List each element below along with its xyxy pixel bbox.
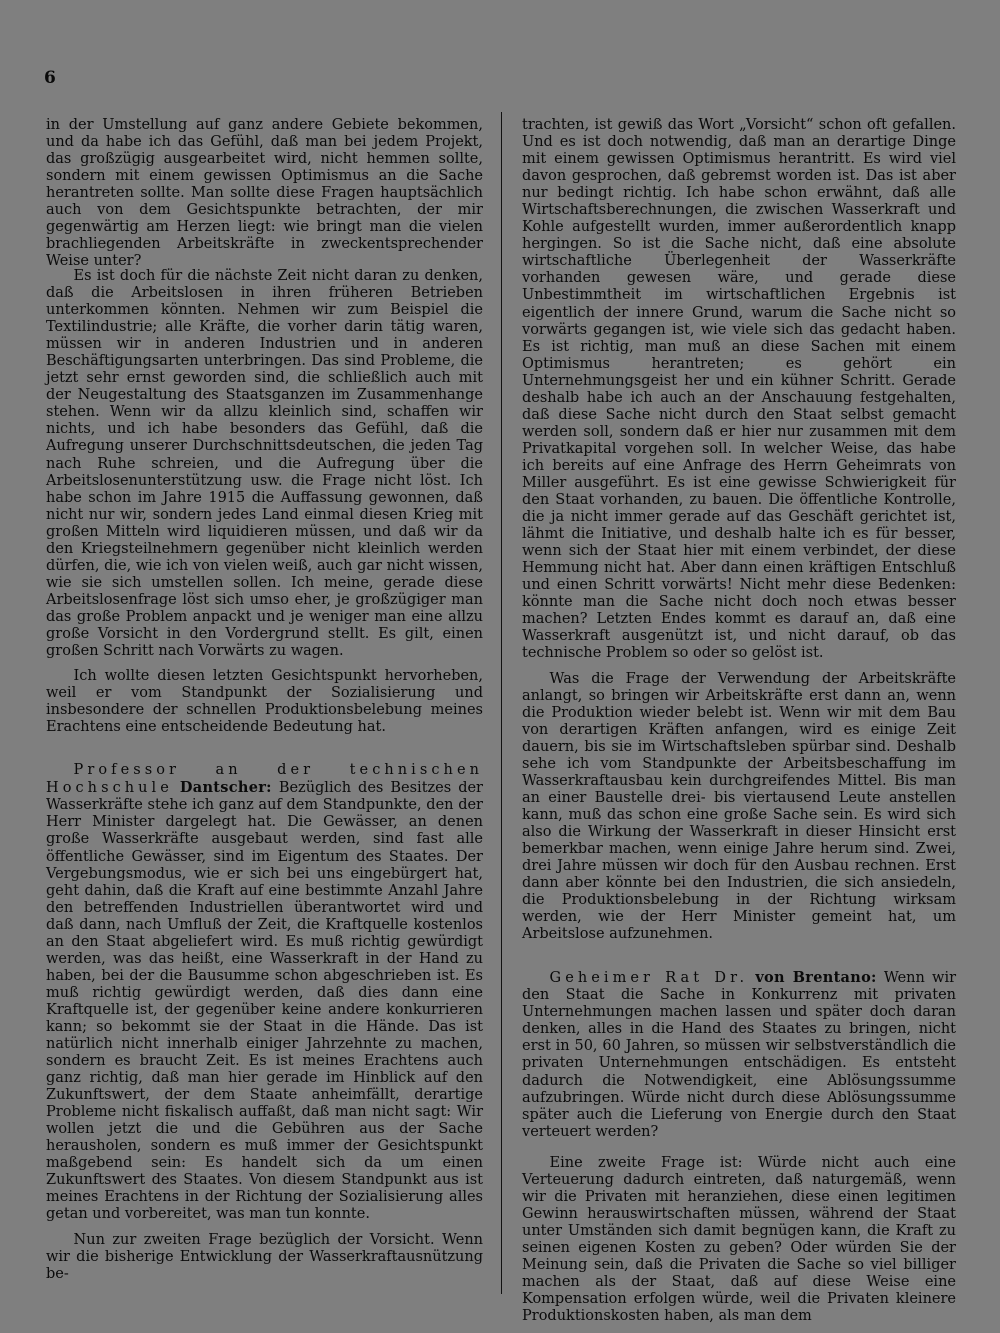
- paragraph: Nun zur zweiten Frage bezüglich der Vorsicht. Wenn wir die bisherige Entwicklung der Wasserkraftausnützung be-: [46, 1231, 483, 1282]
- paragraph: Es ist doch für die nächste Zeit nicht daran zu denken, daß die Arbeitslosen in ihren früheren Betrieben unterkommen könnten. Nehmen wir zum Beispiel die Textilindustrie; alle Kräfte, die vorher darin tätig waren, müssen wir in anderen Industrien und in anderen Beschäftigungsarten unterbringen. Das sind Probleme, die jetzt sehr ernst geworden sind, die schließlich auch mit der Neugestaltung des Staatsganzen im Zusammenhange stehen. Wenn wir da allzu kleinlich sind, schaffen wir nichts, und ich habe besonders das Gefühl, daß die Aufregung unserer Durchschnittsdeutschen, die jeden Tag nach Ruhe schreien, und die Aufregung über die Arbeitslosenunterstützung usw. die Frage nicht löst. Ich habe schon im Jahre 1915 die Auffassung gewonnen, daß nicht nur wir, sondern jedes Land einmal diesen Krieg mit großen Mitteln wird liquidieren müssen, und daß wir da den Kriegsteilnehmern gegenüber nicht kleinlich werden dürfen, die, wie ich von vielen weiß, auch gar nicht wissen, wie sie sich umstellen sollen. Ich meine, gerade diese Arbeitslosenfrage löst sich umso eher, je großzügiger man das große Problem anpackt und je weniger man eine allzu große Vorsicht in den Vordergrund stellt. Es gilt, einen großen Schritt nach Vorwärts zu wagen.: [46, 268, 483, 660]
- right-column: [522, 117, 956, 1325]
- paragraph-text: Wenn wir den Staat die Sache in Konkurrenz mit privaten Unternehmungen machen lassen und später doch daran denken, alles in die Hand des Staates zu bringen, nicht erst in 50, 60 Jahren, so müssen wir selbstverständlich die privaten Unternehmungen entschädigen. Es entsteht dadurch die Notwendigkeit, eine Ablösungssumme aufzubringen. Würde nicht durch diese Ablösungssumme später auch die Lieferung von Energie durch den Staat verteuert werden?: [522, 970, 957, 1140]
- speaker-title: Professor an der technischen Hochschule: [46, 762, 483, 797]
- speaker-name: von Brentano:: [755, 969, 877, 987]
- paragraph: Ich wollte diesen letzten Gesichtspunkt hervorheben, weil er vom Standpunkt der Sozialisierung und insbesondere der schnellen Produktionsbelebung meines Erachtens eine entscheidende Bedeutung hat.: [46, 668, 483, 736]
- speaker-paragraph: [46, 762, 483, 1223]
- page-number: 6: [44, 68, 56, 88]
- speaker-title: Geheimer Rat Dr.: [549, 970, 749, 987]
- paragraph: Was die Frage der Verwendung der Arbeitskräfte anlangt, so bringen wir Arbeitskräfte erst dann an, wenn die Produktion wieder belebt ist. Wenn wir mit dem Bau von derartigen Kräften anfangen, wird es einige Zeit dauern, bis sie im Wirtschaftsleben spürbar sind. Deshalb sehe ich vom Standpunkte der Arbeitsbeschaffung im Wasserkraftausbau kein durchgreifendes Mittel. Bis man an einer Baustelle drei- bis viertausend Leute anstellen kann, muß das schon eine große Sache sein. Es wird sich also die Wirkung der Wasserkraft in dieser Hinsicht erst bemerkbar machen, wenn einige Jahre herum sind. Zwei, drei Jahre müssen wir doch für den Ausbau rechnen. Erst dann aber könnte bei den Industrien, die sich ansiedeln, die Produktionsbelebung in der Richtung wirksam werden, wie der Herr Minister gemeint hat, um Arbeitslose aufzunehmen.: [522, 670, 956, 943]
- column-divider: [501, 112, 502, 1294]
- paragraph-text: Bezüglich des Besitzes der Wasserkräfte stehe ich ganz auf dem Standpunkte, den der Herr Minister dargelegt hat. Die Gewässer, an denen große Wasserkräfte ausgebaut werden, sind fast alle öffentliche Gewässer, sind im Eigentum des Staates. Der Vergebungsmodus, wie er sich bei uns eingebürgert hat, geht dahin, daß die Kraft auf eine bestimmte Anzahl Jahre den betreffenden Industriellen überantwortet wird und daß dann, nach Umfluß der Zeit, die Kraftquelle kostenlos an den Staat abgeliefert wird. Es muß richtig gewürdigt werden, was das heißt, eine Wasserkraft in der Hand zu haben, bei der die Bausumme schon abgeschrieben ist. Es muß richtig gewürdigt werden, daß dies dann eine Kraftquelle ist, der gegenüber keine andere konkurrieren kann; so bekommt sie der Staat in die Hände. Das ist natürlich nicht innerhalb einiger Jahrzehnte zu machen, sondern es braucht Zeit. Es ist meines Erachtens auch ganz richtig, daß man hier gerade im Hinblick auf den Zukunftswert, der dem Staate anheimfällt, derartige Probleme nicht fiskalisch auffaßt, daß man nicht sagt: Wir wollen jetzt die und die Gebühren aus der Sache herausholen, sondern es muß immer der Gesichtspunkt maßgebend sein: Es handelt sich da um einen Zukunftswert des Staates. Von diesem Standpunkt aus ist meines Erachtens in der Richtung der Sozialisierung alles getan und vorbereitet, was man tun konnte.: [46, 780, 483, 1223]
- paragraph: in der Umstellung auf ganz andere Gebiete bekommen, und da habe ich das Gefühl, daß man bei jedem Projekt, das großzügig ausgearbeitet wird, nicht hemmen sollte, sondern mit einem gewissen Optimismus an die Sache herantreten sollte. Man sollte diese Fragen hauptsächlich auch von dem Gesichtspunkte betrachten, der mir gegenwärtig am Herzen liegt: wie bringt man die vielen brachliegenden Arbeitskräfte in zweckentsprechender Weise unter?: [46, 117, 483, 270]
- paragraph: trachten, ist gewiß das Wort „Vorsicht“ schon oft gefallen. Und es ist doch notwendig, daß man an derartige Dinge mit einem gewissen Optimismus herantritt. Es wird viel davon gesprochen, daß gebremst worden ist. Das ist aber nur bedingt richtig. Ich habe schon erwähnt, daß alle Wirtschaftsberechnungen, die zwischen Wasserkraft und Kohle aufgestellt wurden, immer außerordentlich knapp hergingen. So ist die Sache nicht, daß eine absolute wirtschaftliche Überlegenheit der Wasserkräfte vorhanden gewesen wäre, und gerade diese Unbestimmtheit im wirtschaftlichen Ergebnis ist eigentlich der innere Grund, warum die Sache nicht so vorwärts gegangen ist, wie viele sich das gedacht haben. Es ist richtig, man muß an diese Sachen mit einem Optimismus herantreten; es gehört ein Unternehmungsgeist her und ein kühner Schritt. Gerade deshalb habe ich auch an der Anschauung festgehalten, daß diese Sache nicht durch den Staat selbst gemacht werden soll, sondern daß er hier nur zusammen mit dem Privatkapital vorgehen soll. In welcher Weise, das habe ich bereits auf eine Anfrage des Herrn Geheimrats von Miller ausgeführt. Es ist eine gewisse Schwierigkeit für den Staat vorhanden, zu bauen. Die öffentliche Kontrolle, die ja nicht immer gerade auf das Geschäft gerichtet ist, lähmt die Initiative, und deshalb halte ich es für besser, wenn sich der Staat hier mit einem verbindet, der diese Hemmung nicht hat. Aber dann einen kräftigen Entschluß und einen Schritt vorwärts! Nicht mehr diese Bedenken: könnte man die Sache nicht doch noch etwas besser machen? Letzten Endes kommt es darauf an, daß eine Wasserkraft ausgenützt ist, und nicht darauf, ob das technische Problem so oder so gelöst ist.: [522, 117, 956, 662]
- left-column: [46, 117, 483, 1283]
- speaker-paragraph: [522, 969, 956, 1140]
- paragraph: Eine zweite Frage ist: Würde nicht auch eine Verteuerung dadurch eintreten, daß naturgemäß, wenn wir die Privaten mit heranziehen, diese einen legitimen Gewinn herauswirtschaften müssen, während der Staat unter Umständen sich damit begnügen kann, die Kraft zu seinen eigenen Kosten zu geben? Oder würden Sie der Meinung sein, daß die Privaten die Sache so viel billiger machen als der Staat, daß auf diese Weise eine Kompensation erfolgen würde, weil die Privaten kleinere Produktionskosten haben, als man dem: [522, 1154, 956, 1325]
- speaker-name: Dantscher:: [179, 779, 272, 797]
